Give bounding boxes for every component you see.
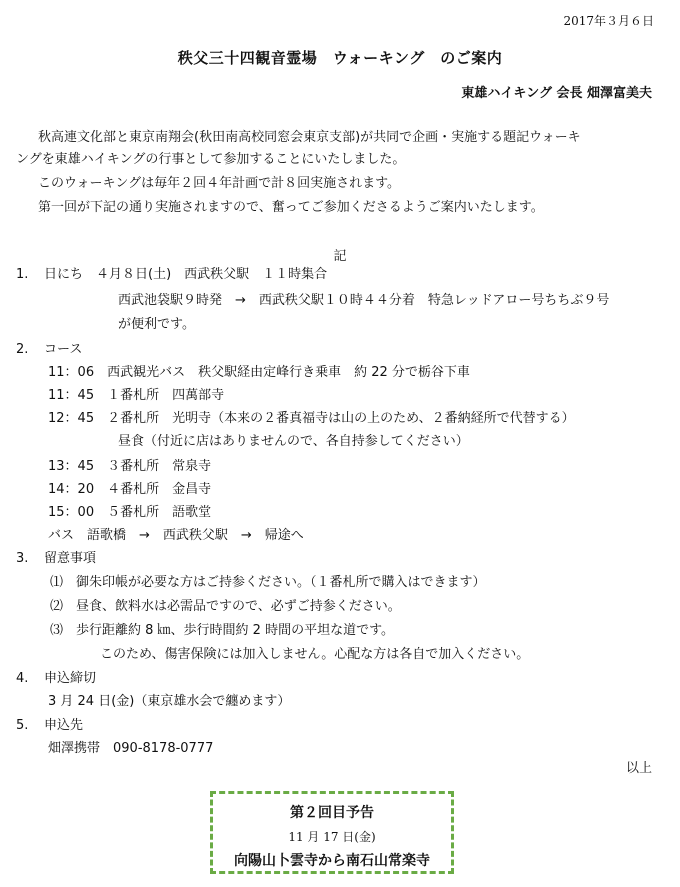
intro-line-4: 第一回が下記の通り実施されますので、奮ってご参加くださるようご案内いたします。 [38, 200, 544, 215]
schedule-row-3: 12：45 ２番札所 光明寺（本来の２番真福寺は山の上のため、２番納経所で代替する） [48, 411, 575, 426]
schedule-row-2: 11：45 １番札所 四萬部寺 [48, 388, 225, 403]
section-5-heading: 申込先 [44, 718, 84, 733]
section-3-number: 3. [16, 551, 29, 566]
schedule-row-5: 13：45 ３番札所 常泉寺 [48, 459, 212, 474]
intro-line-1: 秋高連文化部と東京南翔会(秋田南高校同窓会東京支部)が共同で企画・実施する題記ウォーキ [38, 130, 581, 145]
section-2-heading: コース [44, 342, 83, 357]
section-2-number: 2. [16, 342, 29, 357]
note-3-number: ⑶ [50, 623, 64, 638]
contact-text: 畑澤携帯 090-8178-0777 [48, 741, 214, 756]
intro-line-3: このウォーキングは毎年２回４年計画で計８回実施されます。 [38, 176, 401, 191]
schedule-row-7: 15：00 ５番札所 語歌堂 [48, 505, 212, 520]
section-5-number: 5. [16, 718, 29, 733]
section-1-number: 1. [16, 267, 29, 282]
note-3-continued: このため、傷害保険には加入しません。心配な方は各自で加入ください。 [100, 647, 530, 662]
section-1-line-2: 西武池袋駅９時発 → 西武秩父駅１０時４４分着 特急レッドアロー号ちちぶ９号 [118, 293, 610, 308]
notice-route: 向陽山卜雲寺から南石山常楽寺 [234, 853, 430, 869]
author-line: 東雄ハイキング 会長 畑澤富美夫 [461, 86, 652, 101]
note-2-number: ⑵ [50, 599, 64, 614]
closing-ijo: 以上 [625, 761, 652, 776]
notice-title: 第２回目予告 [290, 805, 374, 821]
note-2-text: 昼食、飲料水は必需品ですので、必ずご持参ください。 [76, 599, 401, 614]
section-3-heading: 留意事項 [44, 551, 97, 566]
note-1-number: ⑴ [50, 575, 64, 590]
schedule-row-4: 昼食（付近に店はありませんので、各自持参してください） [118, 434, 469, 449]
deadline-text: 3 月 24 日(金)（東京雄水会で纏めます） [48, 694, 291, 709]
schedule-row-8: バス 語歌橋 → 西武秩父駅 → 帰途へ [48, 528, 304, 543]
section-1-heading: 日にち ４月８日(土) 西武秩父駅 １１時集合 [44, 267, 328, 282]
section-4-heading: 申込締切 [44, 671, 97, 686]
note-1-text: 御朱印帳が必要な方はご持参ください。（１番札所で購入はできます） [76, 575, 486, 590]
note-3-text: 歩行距離約 8 ㎞、歩行時間約 2 時間の平坦な道です。 [76, 623, 395, 638]
section-4-number: 4. [16, 671, 29, 686]
section-1-line-3: が便利です。 [118, 317, 195, 332]
next-event-notice-box [210, 791, 454, 874]
document-title: 秩父三十四観音霊場 ウォーキング のご案内 [177, 49, 503, 67]
schedule-row-6: 14：20 ４番札所 金昌寺 [48, 482, 212, 497]
document-date: 2017年３月６日 [563, 14, 654, 28]
notice-date: 11 月 17 日(金) [288, 830, 376, 844]
intro-line-2: ングを東雄ハイキングの行事として参加することにいたしました。 [16, 152, 406, 167]
schedule-row-1: 11：06 西武観光バス 秩父駅経由定峰行き乗車 約 22 分で栃谷下車 [48, 365, 470, 380]
ki-heading: 記 [333, 249, 347, 264]
